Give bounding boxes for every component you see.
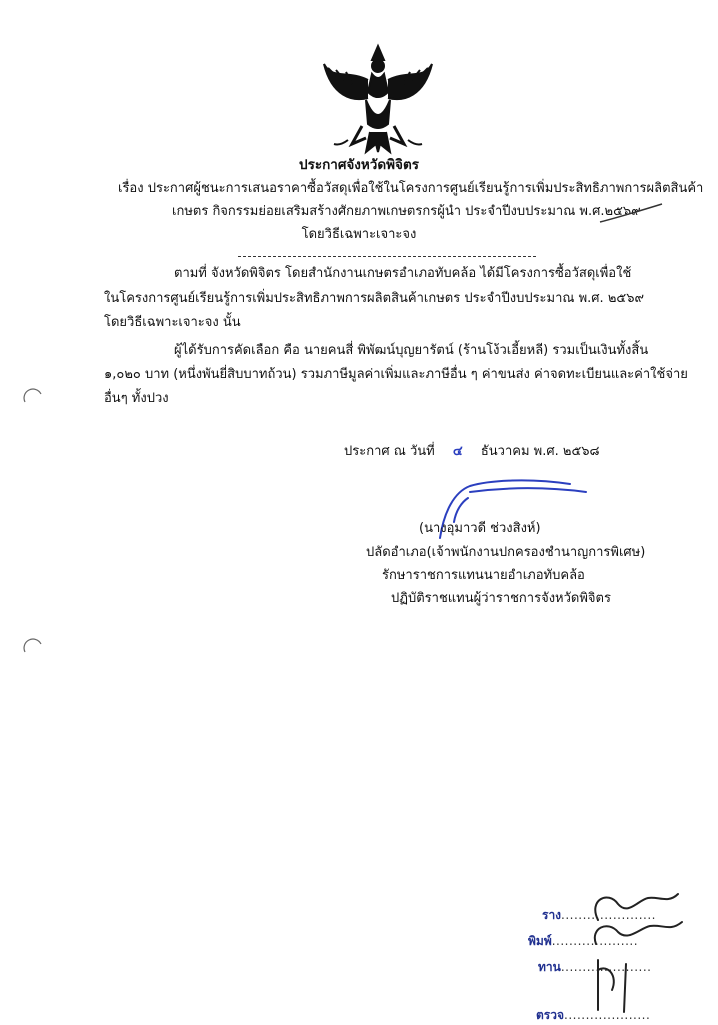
signatory-name: (นางอุมาวดี ช่วงสิงห์) [419, 521, 541, 536]
approval-row-print: พิมพ์.................... [528, 934, 639, 948]
paragraph-2-line-2: ๑,๐๒๐ บาท (หนึ่งพันยี่สิบบาทถ้วน) รวมภาษีมูลค่าเพิ่มและภาษีอื่น ๆ ค่าขนส่ง ค่าจดทะเบียนและค่าใช้จ่าย [104, 367, 688, 382]
punch-hole-icon [22, 634, 44, 656]
garuda-emblem-icon [318, 40, 438, 158]
approval-row-check: ตรวจ.................... [536, 1008, 651, 1022]
punch-hole-icon [22, 384, 44, 406]
initials-icon [578, 880, 688, 1020]
subject-line-2: เกษตร กิจกรรมย่อยเสริมสร้างศักยภาพเกษตรกรผู้นำ ประจำปีงบประมาณ พ.ศ.๒๕๖๙ [172, 204, 641, 219]
date-rest: ธันวาคม พ.ศ. ๒๕๖๘ [480, 444, 600, 459]
approval-row-review: ทาน..................... [538, 960, 652, 974]
divider [238, 256, 536, 257]
paragraph-1-line-3: โดยวิธีเฉพาะเจาะจง นั้น [104, 315, 241, 330]
date-prefix: ประกาศ ณ วันที่ [344, 444, 435, 459]
signatory-position-3: ปฏิบัติราชแทนผู้ว่าราชการจังหวัดพิจิตร [391, 591, 611, 606]
handwritten-mark-icon [596, 200, 666, 230]
date-day: ๔ [452, 444, 463, 459]
paragraph-2-line-1: ผู้ได้รับการคัดเลือก คือ นายคนสี่ พิพัฒน์บุญยารัตน์ (ร้านโง้วเอี้ยหลี) รวมเป็นเงินทั้งสิ้น [174, 343, 649, 358]
subject-line-1: เรื่อง ประกาศผู้ชนะการเสนอราคาซื้อวัสดุเพื่อใช้ในโครงการศูนย์เรียนรู้การเพิ่มประสิทธิภาพการผลิตสินค้า [118, 181, 704, 196]
page-title: ประกาศจังหวัดพิจิตร [299, 157, 419, 173]
paragraph-1-line-2: ในโครงการศูนย์เรียนรู้การเพิ่มประสิทธิภาพการผลิตสินค้าเกษตร ประจำปีงบประมาณ พ.ศ. ๒๕๖๙ [104, 291, 644, 306]
paragraph-1-line-1: ตามที่ จังหวัดพิจิตร โดยสำนักงานเกษตรอำเภอทับคล้อ ได้มีโครงการซื้อวัสดุเพื่อใช้ [174, 266, 632, 281]
signatory-position-2: รักษาราชการแทนนายอำเภอทับคล้อ [382, 568, 585, 583]
paragraph-2-line-3: อื่นๆ ทั้งปวง [104, 391, 169, 406]
subject-line-3: โดยวิธีเฉพาะเจาะจง [301, 227, 417, 242]
signatory-position-1: ปลัดอำเภอ(เจ้าพนักงานปกครองชำนาญการพิเศษ) [366, 545, 646, 560]
approval-row-draft: ราง...................... [542, 908, 656, 922]
announcement-date [344, 443, 600, 461]
